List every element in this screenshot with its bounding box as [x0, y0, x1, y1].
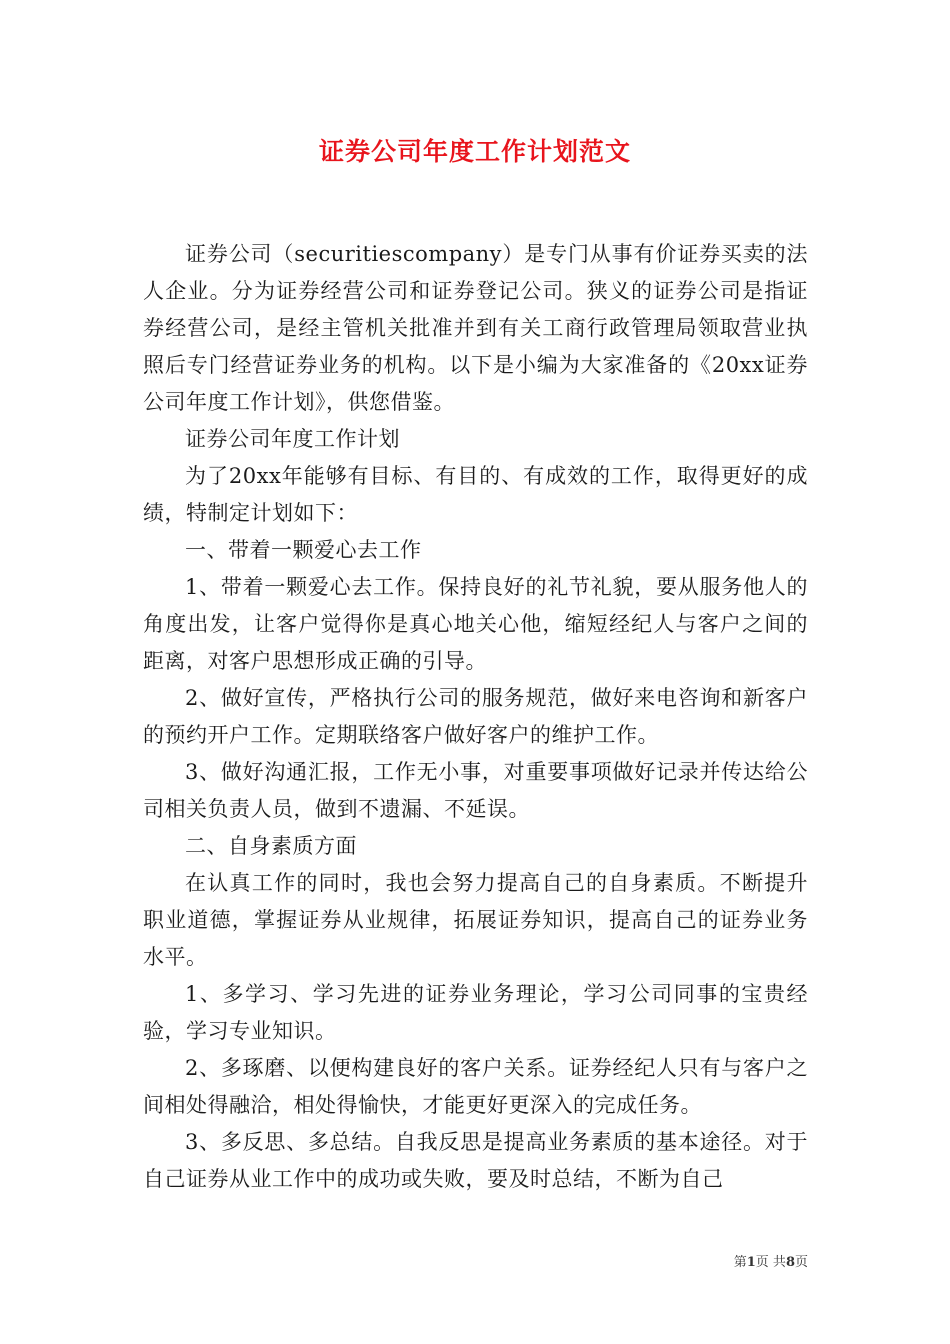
paragraph-plan-intro: 为了20xx年能够有目标、有目的、有成效的工作，取得更好的成绩，特制定计划如下： [143, 464, 808, 525]
document-title: 证券公司年度工作计划范文 [318, 137, 631, 166]
paragraph-plan-heading: 证券公司年度工作计划 [185, 427, 400, 451]
footer-middle: 页 共 [755, 1255, 786, 1270]
page-number-footer [690, 1251, 808, 1270]
section-heading-1: 一、带着一颗爱心去工作 [185, 538, 422, 562]
section-heading-2: 二、自身素质方面 [185, 834, 357, 858]
paragraph-item-2-2: 2、多琢磨、以便构建良好的客户关系。证券经纪人只有与客户之间相处得融洽，相处得愉快，才能更好更深入的完成任务。 [143, 1056, 808, 1117]
footer-total-pages: 8 [785, 1255, 795, 1270]
document-body [143, 236, 808, 1198]
paragraph-item-2-1: 1、多学习、学习先进的证券业务理论，学习公司同事的宝贵经验，学习专业知识。 [143, 982, 808, 1043]
footer-prefix: 第 [733, 1255, 747, 1270]
footer-suffix: 页 [794, 1255, 808, 1270]
paragraph-section-2-intro: 在认真工作的同时，我也会努力提高自己的自身素质。不断提升职业道德，掌握证券从业规律，拓展证券知识，提高自己的证券业务水平。 [143, 871, 808, 969]
paragraph-item-2-3: 3、多反思、多总结。自我反思是提高业务素质的基本途径。对于自己证券从业工作中的成功或失败，要及时总结，不断为自己 [143, 1130, 808, 1191]
paragraph-intro: 证券公司（securitiescompany）是专门从事有价证券买卖的法人企业。分为证券经营公司和证券登记公司。狭义的证券公司是指证券经营公司，是经主管机关批准并到有关工商行政管理局领取营业执照后专门经营证券业务的机构。以下是小编为大家准备的《20xx证券公司年度工作计划》，供您借鉴。 [143, 242, 808, 414]
paragraph-item-1-3: 3、做好沟通汇报，工作无小事，对重要事项做好记录并传达给公司相关负责人员，做到不遗漏、不延误。 [143, 760, 808, 821]
paragraph-item-1-1: 1、带着一颗爱心去工作。保持良好的礼节礼貌，要从服务他人的角度出发，让客户觉得你是真心地关心他，缩短经纪人与客户之间的距离，对客户思想形成正确的引导。 [143, 575, 808, 673]
paragraph-item-1-2: 2、做好宣传，严格执行公司的服务规范，做好来电咨询和新客户的预约开户工作。定期联络客户做好客户的维护工作。 [143, 686, 808, 747]
footer-page-number: 1 [746, 1255, 756, 1270]
